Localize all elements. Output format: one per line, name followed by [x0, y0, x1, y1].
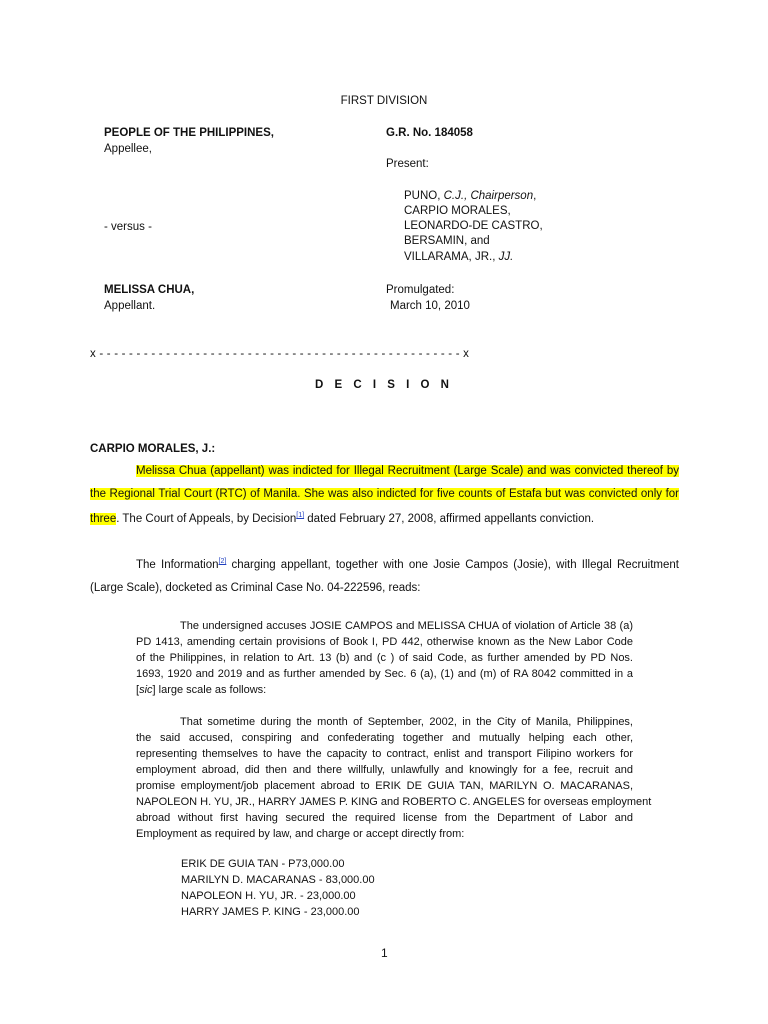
quote2-line8: Employment as required by law, and charge or accept directly from: — [136, 828, 465, 840]
caption-separator: x - - - - - - - - - - - - - - - - - - - - - - - - - - - - - - - - - - - - - - - - - - - - - - - - - x — [90, 348, 470, 360]
quote1-line2: PD 1413, amending certain provisions of Book I, PD 442, otherwise known as the New Labor Code — [136, 636, 633, 648]
justice-carpio-morales: CARPIO MORALES, — [404, 205, 511, 217]
quote1-line4: 1693, 1920 and 2019 and as further amended by Sec. 6 (a), (1) and (m) of RA 8042 committed in a — [136, 668, 633, 680]
present-label: Present: — [386, 158, 429, 170]
justice-leonardo-de-castro: LEONARDO-DE CASTRO, — [404, 220, 543, 232]
quote1-line3: of the Philippines, in relation to Art. 13 (b) and (c ) of said Code, as further amended by PD Nos. — [136, 652, 633, 664]
quote2-line7: abroad without first having secured the required license from the Department of Labor and — [136, 812, 633, 824]
justice-puno — [404, 190, 536, 202]
plaintiff-role: Appellee, — [104, 143, 152, 155]
justice-puno-comma: , — [533, 190, 537, 202]
quote1-line5-rest: ] large scale as follows: — [152, 684, 267, 696]
quote2-line2: the said accused, conspiring and confederating together and mutually helping each other, — [136, 732, 633, 744]
justice-puno-title: C.J., Chairperson — [443, 190, 534, 202]
promulgated-date: March 10, 2010 — [390, 300, 470, 312]
justice-puno-name: PUNO, — [404, 190, 444, 202]
para1-line3-b: dated February 27, 2008, affirmed appellants conviction. — [304, 513, 595, 525]
quote2-line1: That sometime during the month of September, 2002, in the City of Manila, Philippines, — [180, 716, 633, 728]
defendant-name: MELISSA CHUA, — [104, 284, 195, 296]
quote2-line5: promise employment/job placement abroad to ERIK DE GUIA TAN, MARILYN O. MACARANAS, — [136, 780, 633, 792]
ponente: CARPIO MORALES, J.: — [90, 443, 216, 455]
para2-line1-b: charging appellant, together with one Josie Campos (Josie), with Illegal Recruitment — [226, 559, 679, 571]
quote1-bracket-open: [ — [136, 684, 140, 696]
page-number: 1 — [381, 946, 388, 960]
para2-line1 — [136, 558, 679, 571]
para1-highlight-three: three — [90, 513, 117, 525]
payment-item: ERIK DE GUIA TAN - P73,000.00 — [181, 858, 345, 870]
quote1-line5 — [136, 684, 266, 696]
para1-line2-text: the Regional Trial Court (RTC) of Manila. She was also indicted for five counts of Estafa but was convicted only for — [90, 488, 679, 500]
payment-item: MARILYN D. MACARANAS - 83,000.00 — [181, 874, 375, 886]
footnote-link-1[interactable]: [1] — [296, 512, 305, 519]
payment-item: NAPOLEON H. YU, JR. - 23,000.00 — [181, 890, 356, 902]
quote1-line1: The undersigned accuses JOSIE CAMPOS and MELISSA CHUA of violation of Article 38 (a) — [180, 620, 633, 632]
para1-line1 — [136, 465, 679, 477]
quote1-sic: sic — [139, 684, 153, 696]
para1-line2 — [90, 488, 679, 500]
promulgated-label: Promulgated: — [386, 284, 455, 296]
para1-line3-a: . The Court of Appeals, by Decision — [116, 513, 297, 525]
footnote-link-2[interactable]: [2] — [218, 558, 227, 565]
payment-item: HARRY JAMES P. KING - 23,000.00 — [181, 906, 360, 918]
justice-villarama — [404, 251, 513, 263]
para2-line2: (Large Scale), docketed as Criminal Case No. 04-222596, reads: — [90, 582, 421, 594]
para2-line1-a: The Information — [136, 559, 219, 571]
plaintiff-name: PEOPLE OF THE PHILIPPINES, — [104, 127, 274, 139]
justice-suffix: JJ. — [498, 251, 514, 263]
quote2-line6: NAPOLEON H. YU, JR., HARRY JAMES P. KING and ROBERTO C. ANGELES for overseas employment — [136, 796, 652, 808]
decision-title: D E C I S I O N — [315, 379, 453, 391]
para1-line3 — [90, 512, 594, 525]
justice-villarama-name: VILLARAMA, JR., — [404, 251, 499, 263]
justice-bersamin: BERSAMIN, and — [404, 235, 490, 247]
quote2-line3: representing themselves to have the capacity to contract, enlist and transport Filipino workers for — [136, 748, 633, 760]
gr-number: G.R. No. 184058 — [386, 127, 473, 139]
quote2-line4: employment abroad, did then and there willfully, unlawfully and knowingly for a fee, recruit and — [136, 764, 633, 776]
defendant-role: Appellant. — [104, 300, 156, 312]
versus-label: - versus - — [104, 221, 152, 233]
para1-line1-text: Melissa Chua (appellant) was indicted for Illegal Recruitment (Large Scale) and was convicted thereof by — [136, 465, 679, 477]
division-heading: FIRST DIVISION — [340, 95, 428, 107]
